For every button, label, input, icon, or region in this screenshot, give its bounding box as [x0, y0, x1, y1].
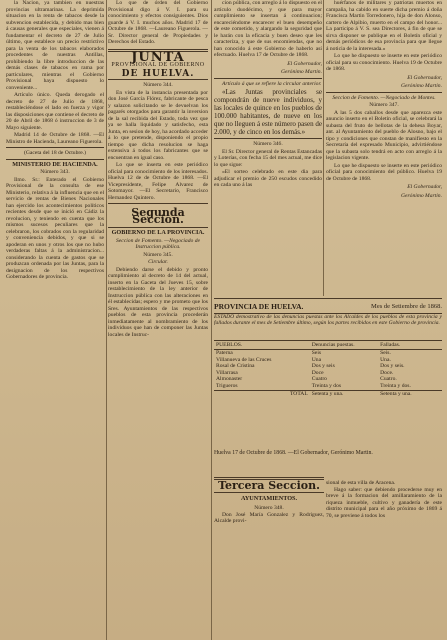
table-row [214, 350, 442, 357]
col3-text1: cion pública, con arreglo á lo dispuesto en el artículo duodécimo, y que para mayor cumplimiento se insertan á continuacion; encareciéndome encarecer el buen desempeño de este cometido, y alargando la seguridad que le harán con la eficacia y buen deseo que les caracteriza, y que de sus encomiendas, que no han conocido á este Gobierno de haberlo así efectuado. Huelva 17 de Octubre de 1868. [214, 0, 322, 58]
signature-name: Gerónimo Martin. [280, 69, 322, 75]
fomento-subheading: Seccion de Fomento. —Negociado de Instruccion pública. [115, 237, 201, 250]
numero-344: Número 344. [143, 82, 173, 88]
table-row [214, 357, 442, 364]
signature-title: El Gobernador, [407, 74, 442, 81]
divider [108, 203, 208, 204]
tercera2-text: sional de esta villa de Aracena. [326, 480, 396, 486]
divider [326, 92, 442, 93]
col3-text2: El Sr. Director general de Rentas Estancadas y Loterías, con fecha 15 del mes actual, me dice lo que sigue: [214, 148, 322, 168]
column-2 [108, 0, 208, 392]
column-rule [106, 0, 107, 640]
numero-347: Número 347. [369, 102, 399, 108]
circular-label: Circular. [148, 259, 168, 265]
table-cell: Almonaster [216, 376, 243, 383]
col4-text4: Lo que he dispuesto se inserte en este periódico oficial para conocimiento del público. Huelva 19 de Octubre de 1868. [326, 162, 442, 182]
provincia-title: PROVINCIA DE HUELVA. [214, 301, 304, 311]
table-cell: Cuatro. [380, 376, 397, 383]
divider [108, 79, 208, 80]
tercera-continuation [326, 474, 442, 519]
provincia-band [214, 298, 442, 314]
total-denuncias: Setenta y una. [311, 390, 344, 397]
table-header: Denuncias puestas. [310, 341, 378, 350]
table-cell: Treinta y dos. [380, 382, 411, 389]
fomento-montes-subheading: Seccion de Fomento. —Negociado de Montes. [332, 94, 436, 101]
total-label: TOTAL [289, 390, 308, 397]
denuncias-table [214, 340, 442, 397]
table-total-row [214, 390, 442, 397]
table-cell: Paterna [216, 350, 233, 356]
signature-title: El Gobernador, [287, 60, 322, 67]
junta-heading: JUNTA [131, 49, 185, 65]
table-row [214, 370, 442, 377]
divider [214, 78, 322, 79]
gaceta-ref: (Gaceta del 18 de Octubre.) [24, 150, 86, 156]
segunda-seccion-heading: Segunda Seccion. [131, 206, 185, 226]
junta-city: DE HUELVA. [121, 68, 195, 79]
table-cell: Treinta y dos [311, 382, 342, 389]
estado-heading: ESTADO demostrativo de las denuncias puestas ante los Alcaldes de los pueblos de esta provincia y fallados durante el mes de Setiembre último, según los partes recibidos en este Gobierno de provincia. [214, 314, 442, 327]
column-1 [6, 0, 104, 640]
numero-346: Número 346. [253, 141, 283, 147]
table-row [214, 376, 442, 383]
table-header: PUEBLOS. [214, 341, 310, 350]
column-4 [326, 0, 442, 296]
tercera2-text2: Hago saber: que debiendo procederse muy en breve á la formacion del amillaramiento de la riqueza inmueble, cultivo y ganadería de este distrito municipal para el año próximo de 1869 á 70, se previene á todos los [326, 486, 442, 519]
gobierno-heading: GOBIERNO DE LA PROVINCIA. [111, 229, 205, 236]
table-cell: Dos y seis [311, 363, 335, 370]
tercera-seccion-block [214, 474, 324, 525]
table-cell: Doce. [380, 369, 394, 376]
divider [108, 227, 208, 228]
tercera-text: Don José María Gonzalez y Rodriguez, Alcalde provi- [214, 511, 324, 524]
column-rule [323, 0, 324, 296]
signature-name: Gerónimo Martin. [400, 83, 442, 89]
article-intro: Artículo á que se refiere la circular anterior. [222, 80, 322, 87]
table-cell: Seis. [380, 350, 391, 356]
numero-345: Número 345. [143, 251, 173, 258]
total-falladas: Setenta y una. [380, 390, 412, 397]
divider [214, 138, 322, 139]
col1-date: Madrid 14 de Octubre de 1868. —El Ministro de Hacienda, Laureano Figuerola. [6, 132, 104, 145]
table-header-row [214, 341, 442, 350]
table-row [214, 383, 442, 390]
column-3 [214, 0, 322, 296]
table-cell: Villarrasa [216, 369, 238, 376]
col2-text2: En vista de la instancia presentada por don José García Flórez, fabricante de pesca y salazon solicitando se le devuelvan los pagarés otorgados para garantir la inversion de la sal recibida del Estado, toda vez que ya se halla liquidado y satisfecho, esta Junta, en sesion de hoy, ha acordado acceder á lo que pretende, disponiendo el propio tiempo que dicha resolucion se haga extensiva á todos los fabricantes que se encuentran en igual caso. [108, 89, 208, 161]
col1-text3: Ilmo. Sr.: Enterado el Gobierno Provisional de la consulta de ese Ministerio, relativa á la influencia que en el servicio de rentas de Bienes Nacionales han ejercido los acontecimientos políticos recientes desde que se inició en Cádiz la revolucion, y teniendo en cuenta que los mismos sucesos peculiares que la celebraron, los cobrados con la regularidad y conveniencia debidos, y que si se apoderan en unos y otros los que no hubo verdaderas faltas á la administracion... considerando la cuenta de gastos que se produzcan ordenada por las Juntas, para la designacion de los respectivos Gobernadores de provincia. [6, 176, 104, 280]
table-header: Falladas. [378, 341, 442, 350]
table-cell: Rosal de Cristina [216, 363, 255, 370]
signature-name: Gerónimo Martin. [400, 192, 442, 199]
table-cell: Una [311, 356, 322, 363]
table-cell: Dos y seis. [380, 363, 405, 370]
col4-text3: A las 5 dos caballos desde que aparezca este anuncio inserto en el Boletín oficial, se celebrará la subasta del fruto de bellotas de la dehesa Boyar, ant. al Ayuntamiento del pueblo de Alosno, bajo el tipo y condiciones que constan de manifiesto en la Secretaría del expresado Municipio, advirtiéndose que la subasta solo tendrá en acto con arreglo á la legislacion vigente. [326, 109, 442, 161]
signature-title: El Gobernador, [407, 184, 442, 190]
col1-text1: la Nacion, ya tambien en nuestras provincias ultramarinas. La deprimida situacion en la renta de tabacos desde la subvencion establecida, y debido mas bien á causas generales que especiales, vienen á fundamentar el decreto de 27 de Julio último, que establece un precio restrictivo para la venta de los tabacos elaborados procedentes de nuestras Antillas, prohibiendo la libre introduccion de las demás clases de tabacos en rama por particulares, mientras el Gobierno Provisional haya dispuesto lo conveniente... [6, 0, 104, 91]
numero-343: Número 343. [40, 169, 70, 175]
col1-text2: Artículo único. Queda derogado el decreto de 27 de Julio de 1868, restableciéndose el lado en fuerza y vigor las disposiciones que contiene el decreto de 20 de Abril de 1868 ó instruccion de 3 de Mayo siguiente. [6, 92, 104, 131]
col3-text3: «El sorteo celebrado en este dia para adjudicar el premio de 250 escudos concedido en cada uno á las [214, 169, 322, 188]
divider [6, 159, 104, 160]
divider [6, 147, 104, 148]
table-cell: Seis [311, 350, 322, 356]
col2-text4: Debiendo darse el debido y pronto cumplimiento al decreto de 14 del actual, inserto en la Gaceta del Jueves 15, sobre restablecimiento de la ley anterior de Instruccion pública con las alteraciones en él establecidas; espero y me prometo que los Sres. Ayuntamientos de las respectivos pueblos de esta provincia procederán inmediatamente al nombramiento de los individuos que han de componer las Juntas locales de Instruc- [108, 266, 208, 338]
table-cell: Villanueva de las Cruces [216, 356, 272, 363]
col4-text2: Lo que he dispuesto se inserte en este periódico oficial para su conocimiento. Huelva 19 de Octubre de 1868. [326, 53, 442, 72]
table-cell: Doce [311, 369, 324, 376]
col2-text1: Lo que de órden del Gobierno Provisional digo á V. I. para su conocimiento y efectos consiguientes. Dios guarde á V. I. muchos años. Madrid 17 de Octubre de 1868. —Laureano Figuerola. —Sr. Director general de Propiedades y Derechos del Estado. [108, 0, 208, 45]
provincia-month: Mes de Setiembre de 1868. [371, 302, 442, 310]
table-cell: Una. [380, 356, 391, 363]
article-quote: «Las Juntas provinciales se compondrán de nueve individuos, y las locales de quince en los pueblos de 100.000 habitantes, de nueve en los que no lleguen á este número pasen de 2.000, y de cinco en los demás.» [214, 88, 322, 136]
ministerio-heading: MINISTERIO DE HACIENDA. [12, 160, 98, 168]
junta-subheading: PROVISIONAL DE GOBIERNO [111, 62, 205, 68]
numero-348: Número 348. [254, 505, 284, 511]
huelva-signoff: Huelva 17 de Octubre de 1868. —El Gobernador, Gerónimo Martin. [214, 450, 373, 456]
column-rule [211, 0, 212, 640]
col4-text1: huérfanos de militares y patriotas muertos en campaña, ha cabido en suerte dicha premio á doña Francisca Martin Torredonero, hija de don Alonso, cartero de Alpibio, muerto en el campo del honor... La participo á V. S. sea Directores, á fin de que se sirva disponer se publique en el Boletín oficial y demás periódicos de esa provincia para que llegue á noticia de la interesada.» [326, 0, 442, 52]
table-row [214, 363, 442, 370]
table-cell: Trigueros [216, 382, 238, 389]
ayuntamientos-heading: AYUNTAMIENTOS. [240, 494, 298, 502]
table-cell: Cuatro [311, 376, 327, 383]
tercera-seccion-heading: Tercera Seccion. [218, 479, 320, 492]
col2-text3: Lo que se inserta en este periódico oficial para conocimiento de los interesados. Huelva 12 de de Octubre de 1868. —El Vicepresidente, Felipe Alvarez de Sotomayor. —El Secretario, Francisco Hernandez Quintero. [108, 162, 208, 201]
